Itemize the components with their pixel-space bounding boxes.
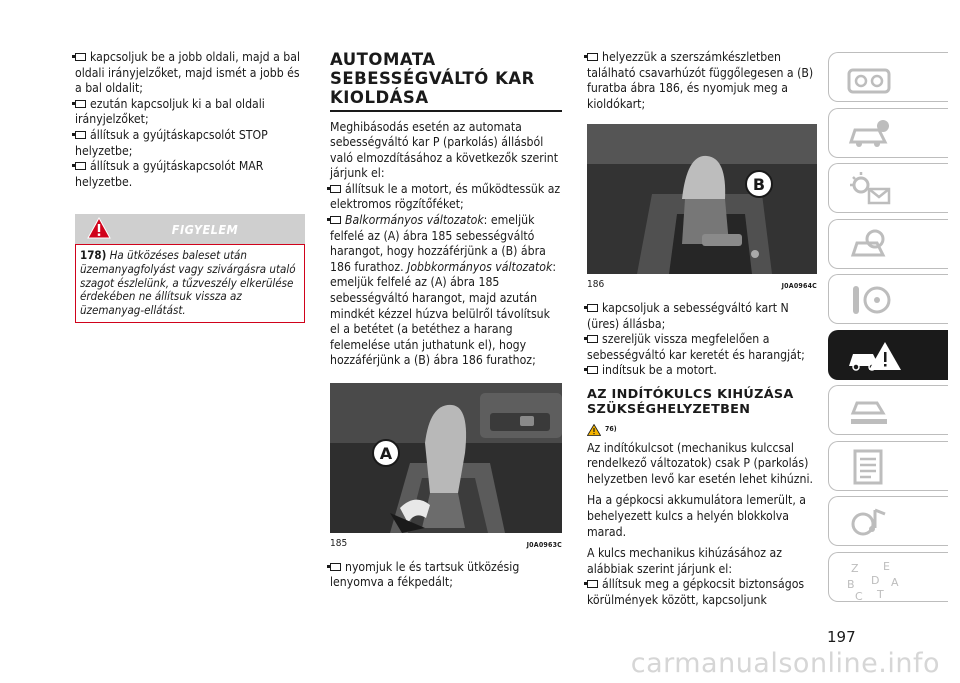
chapter-tabs	[828, 52, 948, 607]
caution-icon	[587, 424, 601, 436]
tab-maintenance[interactable]	[828, 385, 948, 435]
figure-186	[587, 124, 817, 274]
warning-ref-number: 76)	[605, 424, 617, 433]
section-title: AUTOMATA SEBESSÉGVÁLTÓ KAR KIOLDÁSA	[330, 50, 535, 107]
list-item: állítsuk meg a gépkocsit biztonságos körülmények között, kapcsoljunk	[587, 577, 805, 607]
tab-multimedia[interactable]	[828, 496, 948, 546]
car-lift-icon	[845, 391, 895, 431]
bullet-icon	[587, 335, 598, 343]
light-mail-icon	[845, 169, 895, 209]
index-letter: D	[871, 573, 880, 587]
warning-number: 178)	[80, 248, 107, 263]
alphabet-index-icon	[845, 558, 905, 602]
watermark: carmanualsonline.info	[630, 648, 940, 679]
checklist-icon	[845, 447, 895, 487]
index-letter: T	[877, 587, 884, 601]
figure-185	[330, 383, 562, 533]
figure-label: A	[379, 444, 393, 463]
title-rule	[330, 110, 562, 112]
list-item: Balkormányos változatok: emeljük felfelé az (A) ábra 185 sebességváltó harangot, hogy hozzáférjünk a (B) ábra 186 furathoz. Jobbkormányos változatok: emeljük felfelé az (A) ábra 185 sebességváltó harangot, majd azután mindkét kézzel húzva belülről távolítsuk el a betétet (a betéthez a harang felemelése után juthatunk el), hogy hozzáférjünk a (B) ábra 186 furathoz;	[330, 213, 557, 368]
warning-title: FIGYELEM	[171, 222, 239, 238]
tab-technical-data[interactable]	[828, 441, 948, 491]
index-letter: B	[847, 577, 855, 591]
bullet-icon	[587, 53, 598, 61]
bullet-icon	[75, 100, 86, 108]
column-3	[587, 50, 817, 608]
list-item: állítsuk a gyújtáskapcsolót MAR helyzetbe.	[75, 159, 264, 189]
index-letter: E	[883, 559, 890, 573]
bullet-icon	[330, 563, 341, 571]
bullet-icon	[75, 53, 86, 61]
car-service-icon	[845, 225, 895, 265]
page-number: 197	[827, 628, 856, 646]
car-crash-icon	[845, 336, 905, 376]
figure-number: 185	[330, 538, 348, 549]
tab-emergency[interactable]	[828, 330, 948, 380]
figure-caption	[330, 536, 562, 554]
subsection-title: AZ INDÍTÓKULCS KIHÚZÁSA SZÜKSÉGHELYZETBEN	[587, 386, 794, 418]
figure-label: B	[752, 175, 766, 195]
car-info-icon	[845, 114, 895, 154]
car-dashboard-icon	[845, 58, 895, 98]
figure-number: 186	[587, 279, 605, 291]
index-letter: Z	[851, 561, 859, 575]
paragraph: A kulcs mechanikus kihúzásához az alábbiak szerint járjunk el:	[587, 546, 782, 576]
list-item: indítsuk be a motort.	[587, 363, 817, 379]
bullet-icon	[75, 131, 86, 139]
paragraph: Az indítókulcsot (mechanikus kulccsal rendelkező változatok) csak P (parkolás) helyzetben levő kar esetén lehet kihúzni.	[587, 440, 813, 486]
media-icon	[845, 502, 895, 542]
warning-box	[75, 244, 305, 323]
figure-caption	[587, 277, 817, 295]
index-letter: C	[855, 589, 863, 602]
gear-lever-hole-photo	[587, 124, 817, 274]
list-item: ezután kapcsoljuk ki a bal oldali irányjelzőket;	[75, 96, 265, 127]
wrench-steering-icon	[845, 280, 895, 320]
bullet-icon	[587, 304, 598, 312]
column-2	[330, 50, 562, 591]
intro-paragraph: Meghibásodás esetén az automata sebességváltó kar P (parkolás) állásból való elmozdításához a következők szerint járjunk el:	[330, 119, 559, 181]
bullet-icon	[330, 216, 341, 224]
tab-lights[interactable]	[828, 163, 948, 213]
tab-index[interactable]	[828, 552, 948, 602]
warning-reference	[587, 422, 817, 438]
paragraph: Ha a gépkocsi akkumulátora lemerült, a behelyezett kulcs a helyén blokkolva marad.	[587, 493, 807, 539]
list-item: nyomjuk le és tartsuk ütközésig lenyomva a fékpedált;	[330, 559, 520, 590]
figure-code: J0A0964C	[781, 282, 817, 291]
tab-dashboard[interactable]	[828, 52, 948, 102]
figure-code: J0A0963C	[526, 541, 562, 549]
list-item: állítsuk le a motort, és működtessük az elektromos rögzítőféket;	[330, 181, 561, 212]
gear-lever-photo	[330, 383, 562, 533]
bullet-icon	[587, 580, 598, 588]
index-letter: A	[891, 575, 899, 589]
tab-steering[interactable]	[828, 274, 948, 324]
list-item: szereljük vissza megfelelően a sebességváltó kar keretét és harangját;	[587, 332, 805, 362]
bullet-icon	[75, 162, 86, 170]
list-item: kapcsoljuk a sebességváltó kart N (üres) állásba;	[587, 300, 789, 331]
list-item: kapcsoljuk be a jobb oldali, majd a bal oldali irányjelzőket, majd ismét a jobb és a bal oldalit;	[75, 50, 301, 96]
bullet-icon	[587, 366, 598, 374]
tab-car-info[interactable]	[828, 108, 948, 158]
column-1	[75, 50, 305, 323]
warning-text: Ha ütközéses baleset után üzemanyagfolyást vagy szivárgásra utaló szagot észlelünk, a tűzveszély elkerülése érdekében ne állítsuk vissza az üzemanyag-ellátást.	[80, 248, 296, 317]
warning-header	[75, 214, 305, 244]
tab-service[interactable]	[828, 219, 948, 269]
bullet-icon	[330, 185, 341, 193]
list-item: állítsuk a gyújtáskapcsolót STOP helyzetbe;	[75, 127, 268, 158]
list-item: helyezzük a szerszámkészletben található csavarhúzót függőlegesen a (B) furatba ábra 186, és nyomjuk meg a kioldókart;	[587, 50, 814, 111]
